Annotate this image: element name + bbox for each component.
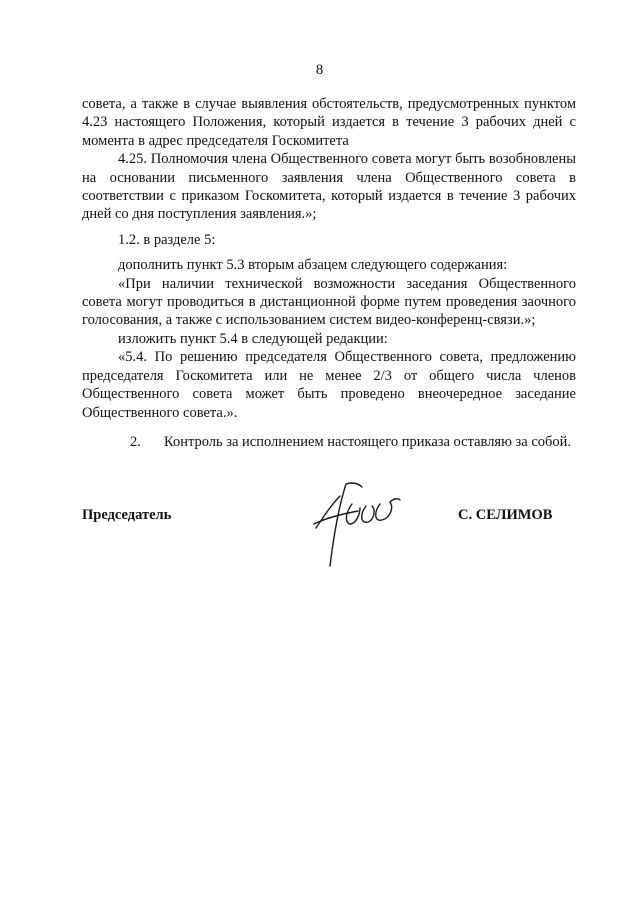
signatory-position: Председатель (82, 507, 172, 523)
paragraph-item-2 (82, 433, 576, 451)
paragraph-5-4-text: «5.4. По решению председателя Общественного совета, предложению председателя Госкомитета или не менее 2/3 от общего числа членов Общественного совета может быть проведено внеочередное заседание Общественного совета.». (82, 349, 576, 421)
page-number: 8 (315, 62, 324, 78)
paragraph-1-2: 1.2. в разделе 5: (118, 231, 216, 248)
paragraph-continuation: совета, а также в случае выявления обстоятельств, предусмотренных пунктом 4.23 настоящего Положения, который издается в течение 3 рабочих дней с момента в адрес председателя Госкомитета (82, 96, 576, 149)
paragraph-add-5-3: дополнить пункт 5.3 вторым абзацем следующего содержания: (118, 257, 508, 274)
signatory-name: С. СЕЛИМОВ (458, 507, 553, 523)
item-2-text: Контроль за исполнением настоящего приказа оставляю за собой. (164, 433, 572, 450)
handwritten-signature (306, 478, 406, 572)
document-body (82, 95, 576, 451)
paragraph-edit-5-4: изложить пункт 5.4 в следующей редакции: (118, 330, 388, 347)
paragraph-5-3-text: «При наличии технической возможности заседания Общественного совета могут проводиться в дистанционной форме путем проведения заочного голосования, а также с использованием систем видео-конференц-связи.»; (82, 275, 576, 329)
item-2-number: 2. (130, 433, 141, 450)
paragraph-4-25: 4.25. Полномочия члена Общественного совета могут быть возобновлены на основании письменного заявления члена Общественного совета в соответствии с приказом Госкомитета, который издается в течение 3 рабочих дней со дня поступления заявления.»; (82, 151, 576, 223)
